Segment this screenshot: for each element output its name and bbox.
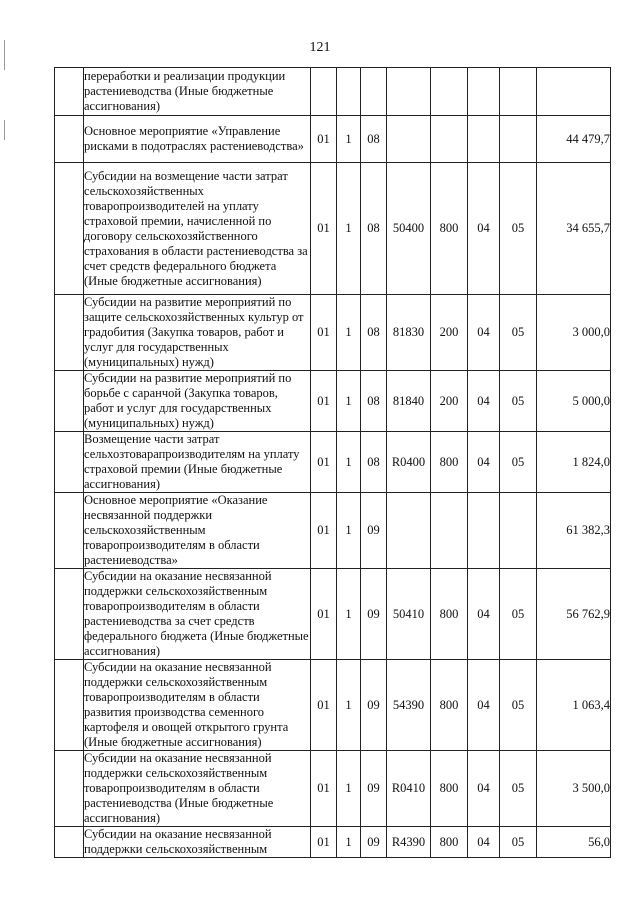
table-row <box>55 432 611 493</box>
program-code-cell: 01 <box>311 493 337 569</box>
measure-code-cell: 09 <box>361 493 387 569</box>
subsection-code-cell: 05 <box>500 432 537 493</box>
amount-cell: 56 762,9 <box>537 569 611 660</box>
item-name-cell: Субсидии на оказание несвязанной поддержки сельскохозяйственным <box>84 827 311 858</box>
subprogram-code-cell: 1 <box>337 432 361 493</box>
row-number-cell <box>55 68 84 116</box>
direction-code-cell: 50410 <box>387 569 431 660</box>
program-code-cell: 01 <box>311 116 337 163</box>
subprogram-code-cell: 1 <box>337 827 361 858</box>
subsection-code-cell <box>500 116 537 163</box>
subprogram-code-cell: 1 <box>337 371 361 432</box>
amount-cell: 56,0 <box>537 827 611 858</box>
section-code-cell: 04 <box>468 827 500 858</box>
amount-cell: 3 000,0 <box>537 295 611 371</box>
item-name-cell: переработки и реализации продукции растениеводства (Иные бюджетные ассигнования) <box>84 68 311 116</box>
row-number-cell <box>55 371 84 432</box>
direction-code-cell: R0400 <box>387 432 431 493</box>
expense-type-cell <box>431 493 468 569</box>
subprogram-code-cell: 1 <box>337 295 361 371</box>
measure-code-cell: 08 <box>361 116 387 163</box>
section-code-cell <box>468 68 500 116</box>
item-name-cell: Субсидии на развитие мероприятий по борьбе с саранчой (Закупка товаров, работ и услуг для государственных (муниципальных) нужд) <box>84 371 311 432</box>
row-number-cell <box>55 163 84 295</box>
row-number-cell <box>55 827 84 858</box>
table-row <box>55 493 611 569</box>
item-name-cell: Основное мероприятие «Управление рисками в подотраслях растениеводства» <box>84 116 311 163</box>
subprogram-code-cell: 1 <box>337 751 361 827</box>
direction-code-cell: R0410 <box>387 751 431 827</box>
program-code-cell <box>311 68 337 116</box>
table-row <box>55 163 611 295</box>
scan-edge-mark <box>4 120 5 140</box>
measure-code-cell: 09 <box>361 660 387 751</box>
expense-type-cell: 800 <box>431 660 468 751</box>
row-number-cell <box>55 493 84 569</box>
amount-cell: 34 655,7 <box>537 163 611 295</box>
budget-table-body <box>55 68 611 858</box>
subsection-code-cell <box>500 68 537 116</box>
item-name-cell: Основное мероприятие «Оказание несвязанной поддержки сельскохозяйственным товаропроизводителям в области растениеводства» <box>84 493 311 569</box>
program-code-cell: 01 <box>311 371 337 432</box>
item-name-cell: Субсидии на оказание несвязанной поддержки сельскохозяйственным товаропроизводителям в области растениеводства (Иные бюджетные ассигнования) <box>84 751 311 827</box>
expense-type-cell: 800 <box>431 569 468 660</box>
amount-cell: 1 063,4 <box>537 660 611 751</box>
program-code-cell: 01 <box>311 751 337 827</box>
table-row <box>55 295 611 371</box>
expense-type-cell <box>431 68 468 116</box>
subsection-code-cell <box>500 493 537 569</box>
row-number-cell <box>55 569 84 660</box>
measure-code-cell: 08 <box>361 371 387 432</box>
subsection-code-cell: 05 <box>500 751 537 827</box>
program-code-cell: 01 <box>311 295 337 371</box>
direction-code-cell: 50400 <box>387 163 431 295</box>
section-code-cell <box>468 493 500 569</box>
row-number-cell <box>55 432 84 493</box>
section-code-cell: 04 <box>468 432 500 493</box>
expense-type-cell: 200 <box>431 371 468 432</box>
amount-cell <box>537 68 611 116</box>
subsection-code-cell: 05 <box>500 295 537 371</box>
measure-code-cell: 09 <box>361 751 387 827</box>
page-number: 121 <box>309 40 331 55</box>
table-row <box>55 751 611 827</box>
expense-type-cell: 800 <box>431 163 468 295</box>
subsection-code-cell: 05 <box>500 163 537 295</box>
direction-code-cell: 81840 <box>387 371 431 432</box>
subsection-code-cell: 05 <box>500 569 537 660</box>
expense-type-cell <box>431 116 468 163</box>
section-code-cell: 04 <box>468 371 500 432</box>
direction-code-cell <box>387 116 431 163</box>
row-number-cell <box>55 660 84 751</box>
expense-type-cell: 800 <box>431 827 468 858</box>
program-code-cell: 01 <box>311 163 337 295</box>
measure-code-cell <box>361 68 387 116</box>
subsection-code-cell: 05 <box>500 827 537 858</box>
table-row <box>55 371 611 432</box>
measure-code-cell: 09 <box>361 569 387 660</box>
direction-code-cell <box>387 68 431 116</box>
program-code-cell: 01 <box>311 432 337 493</box>
section-code-cell: 04 <box>468 163 500 295</box>
section-code-cell: 04 <box>468 295 500 371</box>
item-name-cell: Субсидии на оказание несвязанной поддержки сельскохозяйственным товаропроизводителям в области растениеводства за счет средств федерального бюджета (Иные бюджетные ассигнования) <box>84 569 309 658</box>
budget-table <box>54 67 611 858</box>
program-code-cell: 01 <box>311 569 337 660</box>
amount-cell: 61 382,3 <box>537 493 611 569</box>
subprogram-code-cell: 1 <box>337 163 361 295</box>
subprogram-code-cell <box>337 68 361 116</box>
table-row <box>55 116 611 163</box>
table-row <box>55 827 611 858</box>
measure-code-cell: 08 <box>361 432 387 493</box>
item-name-cell: Субсидии на оказание несвязанной поддержки сельскохозяйственным товаропроизводителям в области развития производства семенного картофеля и овощей открытого грунта (Иные бюджетные ассигнования) <box>84 660 311 751</box>
item-name-cell: Субсидии на развитие мероприятий по защите сельскохозяйственных культур от градобития (Закупка товаров, работ и услуг для государственных (муниципальных) нужд) <box>84 295 311 371</box>
direction-code-cell: 54390 <box>387 660 431 751</box>
subprogram-code-cell: 1 <box>337 569 361 660</box>
amount-cell: 44 479,7 <box>537 116 611 163</box>
table-row <box>55 660 611 751</box>
row-number-cell <box>55 295 84 371</box>
section-code-cell: 04 <box>468 660 500 751</box>
direction-code-cell: R4390 <box>387 827 431 858</box>
measure-code-cell: 08 <box>361 163 387 295</box>
subsection-code-cell: 05 <box>500 371 537 432</box>
table-row <box>55 569 611 660</box>
table-row <box>55 68 611 116</box>
section-code-cell: 04 <box>468 751 500 827</box>
subprogram-code-cell: 1 <box>337 660 361 751</box>
section-code-cell <box>468 116 500 163</box>
expense-type-cell: 800 <box>431 432 468 493</box>
row-number-cell <box>55 751 84 827</box>
measure-code-cell: 08 <box>361 295 387 371</box>
item-name-cell: Возмещение части затрат сельхозтоварапроизводителям на уплату страховой премии (Иные бюджетные ассигнования) <box>84 432 311 493</box>
direction-code-cell: 81830 <box>387 295 431 371</box>
expense-type-cell: 800 <box>431 751 468 827</box>
item-name-cell: Субсидии на возмещение части затрат сельскохозяйственных товаропроизводителей на уплату страховой премии, начисленной по договору сельскохозяйственного страхования в области растениеводства за счет средств федерального бюджета (Иные бюджетные ассигнования) <box>84 163 311 295</box>
program-code-cell: 01 <box>311 827 337 858</box>
section-code-cell: 04 <box>468 569 500 660</box>
row-number-cell <box>55 116 84 163</box>
amount-cell: 3 500,0 <box>537 751 611 827</box>
measure-code-cell: 09 <box>361 827 387 858</box>
amount-cell: 5 000,0 <box>537 371 611 432</box>
direction-code-cell <box>387 493 431 569</box>
program-code-cell: 01 <box>311 660 337 751</box>
subprogram-code-cell: 1 <box>337 116 361 163</box>
expense-type-cell: 200 <box>431 295 468 371</box>
amount-cell: 1 824,0 <box>537 432 611 493</box>
subsection-code-cell: 05 <box>500 660 537 751</box>
subprogram-code-cell: 1 <box>337 493 361 569</box>
